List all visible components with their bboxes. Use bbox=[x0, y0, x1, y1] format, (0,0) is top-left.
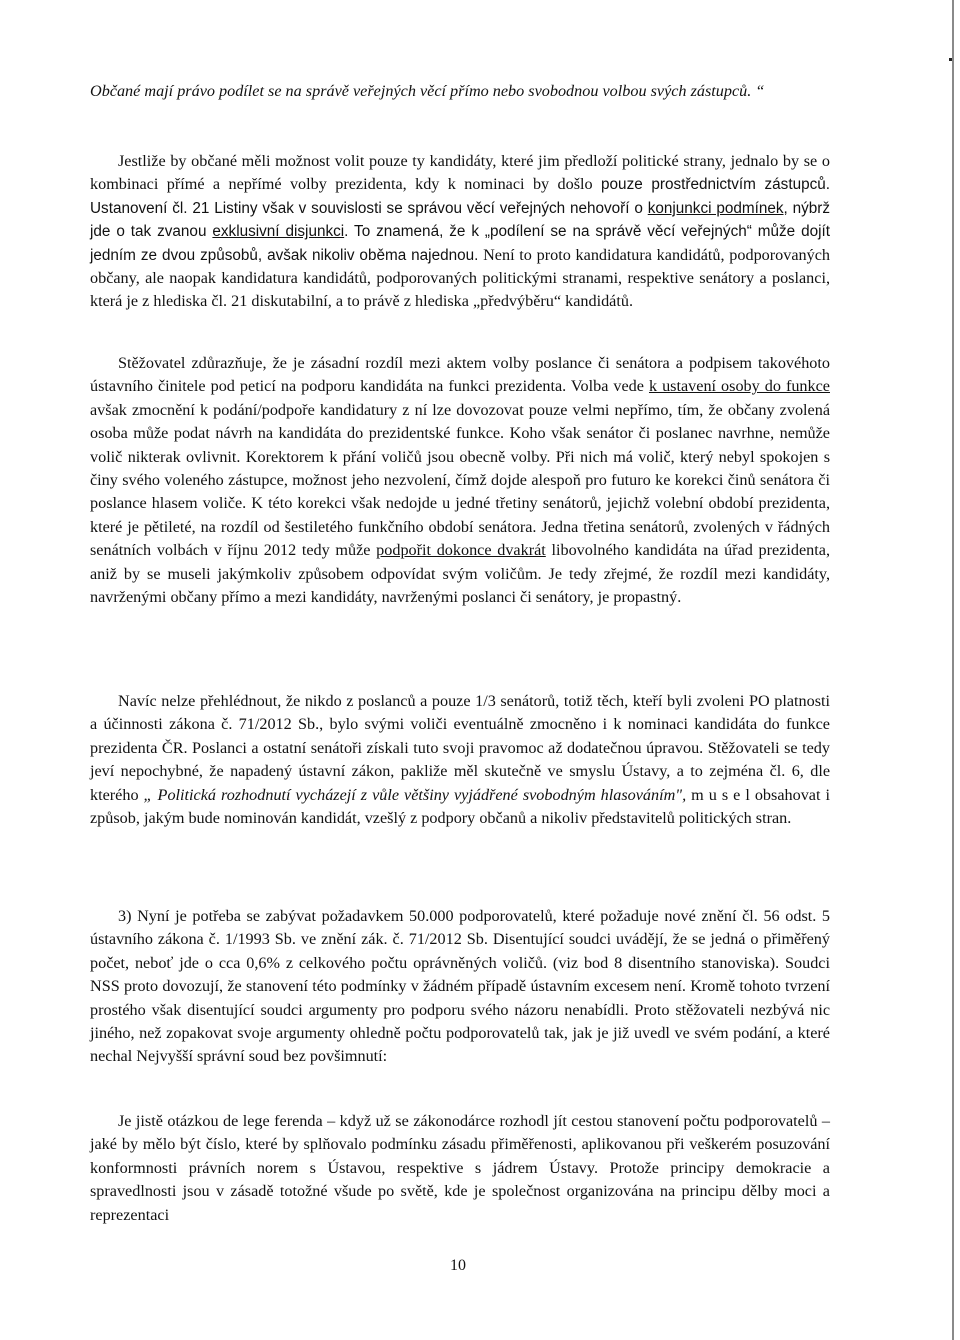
paragraph-2-underline-2: podpořit dokonce dvakrát bbox=[376, 541, 546, 560]
paragraph-5-text: Je jistě otázkou de lege ferenda – když už se zákonodárce rozhodl jít cestou stanovení počtu podporovatelů – jaké by mělo být číslo, které by splňovalo podmínku zásadu přiměřenosti, aplikovanou při veškerém posuzování konformnosti právních norem s Ústavou, respektive s jádrem Ústavy. Protože principy demokracie a spravedlnosti jsou v zásadě totožné všude po světě, kde je společnost organizována na principu dělby moci a reprezentaci bbox=[90, 1112, 830, 1224]
paragraph-1-c: , nýbrž jde o tak zvanou bbox=[90, 199, 831, 241]
paragraph-3-a: Navíc nelze přehlédnout, že nikdo z poslanců a pouze 1/3 senátorů, totiž těch, kteří byli zvoleni PO platnosti a účinnosti zákona č. 71/2012 Sb., bylo svými voliči eventuálně zmocněno i k nominaci kandidáta do funkce prezidenta ČR. Poslanci a ostatní senátoři získali tuto svoji pravomoc až dodatečnou úpravou. Stěžovateli se tedy jeví nepochybné, že napadený ústavní zákon, pakliže měl skutečně ve smyslu Ústavy, a to zejména čl. 6, dle kterého bbox=[90, 692, 830, 804]
paragraph-1-b: pouze prostřednictvím zástupců. Ustanovení čl. 21 Listiny však v souvislosti se správou věcí veřejných nehovoří o bbox=[90, 176, 830, 217]
paragraph-3 bbox=[90, 690, 830, 830]
paragraph-1 bbox=[90, 150, 830, 314]
paragraph-4-text: 3) Nyní je potřeba se zabývat požadavkem 50.000 podporovatelů, které požaduje nové znění čl. 56 odst. 5 ústavního zákona č. 1/1993 Sb. ve znění zák. č. 71/2012 Sb. Disentující soudci uvádějí, že se jedná o přiměřený počet, neboť jde o cca 0,6% z celkového počtu oprávněných voličů. (viz bod 8 disentního stanoviska). Soudci NSS proto dovozují, že stanovení této podmínky v žádném případě ústavním excesem není. Kromě tohoto tvrzení prostého však disentující soudci argumenty pro podporu svého názoru nenabídli. Proto stěžovateli nezbývá nic jiného, než zopakovat svoje argumenty ohledně počtu podporovatelů tak, jak je již uvedl ve svém podání, a které nechal Nejvyšší správní soud bez povšimnutí: bbox=[90, 907, 830, 1066]
paragraph-3-italic-quote: „ Politická rozhodnutí vycházejí z vůle většiny vyjádřené svobodným hlasováním", bbox=[143, 785, 687, 804]
page-number: 10 bbox=[450, 1257, 466, 1274]
paragraph-1-underline-1: konjunkci podmínek bbox=[647, 199, 784, 217]
paragraph-3-b: m u s e l obsahovat i způsob, jakým bude nominován kandidát, vzešlý z podpory občanů a nikoliv představitelů politických stran. bbox=[90, 785, 830, 828]
paragraph-1-d: . To znamená, že k „podílení se na správě věcí veřejných“ může dojít jedním ze dvou způsobů, avšak nikoliv oběma najednou. bbox=[90, 223, 830, 264]
quote-paragraph bbox=[90, 80, 830, 103]
paragraph-1-e: Není to proto kandidatura kandidátů, podporovaných občany, ale naopak kandidatura kandidátů, podporovaných politickými stranami, respektive senátory a poslanci, která je z hlediska čl. 21 diskutabilní, a to právě z hlediska „předvýběru“ kandidátů. bbox=[90, 245, 830, 311]
paragraph-2 bbox=[90, 352, 830, 609]
scan-edge-line bbox=[952, 0, 954, 1340]
paragraph-2-underline-1: k ustavení osoby do funkce bbox=[648, 377, 830, 396]
paragraph-1-underline-2: exklusivní disjunkci bbox=[212, 223, 345, 241]
paragraph-2-a: Stěžovatel zdůrazňuje, že je zásadní rozdíl mezi aktem volby poslance či senátora a podpisem takovéhoto ústavního činitele pod peticí na podporu kandidáta na funkci prezidenta. Volba vede bbox=[90, 354, 830, 396]
paragraph-2-b: avšak zmocnění k podání/podpoře kandidatury z ní lze dovozovat pouze velmi nepřímo, tím, že občany zvolená osoba může podat návrh na kandidáta do prezidentské funkce. Koho však senátor či poslanec navrhne, nemůže volič nikterak ovlivnit. Korektorem k přání voličů jsou obecně volby. Při nich má volič, který nebyl spokojen s činy svého voleného zástupce, možnost jeho nezvolení, čímž dojde alespoň pro futuro ke korekci činů senátora či poslance hlasem voliče. K této korekci však nedojde u jedné třetiny senátorů, jejichž volební období prezidenta, které je pětileté, na rozdíl od šestiletého funkčního období senátora. Jedna třetina senátorů, zvolených v řádných senátních volbách v říjnu 2012 tedy může bbox=[90, 400, 830, 560]
paragraph-4 bbox=[90, 905, 830, 1069]
quote-text: Občané mají právo podílet se na správě veřejných věcí přímo nebo svobodnou volbou svých zástupců. “ bbox=[90, 82, 765, 100]
paragraph-5 bbox=[90, 1110, 830, 1227]
scan-dot bbox=[949, 58, 952, 61]
paragraph-1-a: Jestliže by občané měli možnost volit pouze ty kandidáty, které jim předloží politické strany, jednalo by se o kombinaci přímé a nepřímé volby prezidenta, kdy k nominaci by došlo bbox=[90, 152, 830, 194]
paragraph-2-c: libovolného kandidáta na úřad prezidenta, aniž by se museli jakýmkoliv způsobem odpovídat svým voličům. Je tedy zřejmé, že rozdíl mezi kandidáty, navrženými občany přímo a mezi kandidáty, navrženými poslanci či senátory, je propastný. bbox=[90, 541, 830, 607]
